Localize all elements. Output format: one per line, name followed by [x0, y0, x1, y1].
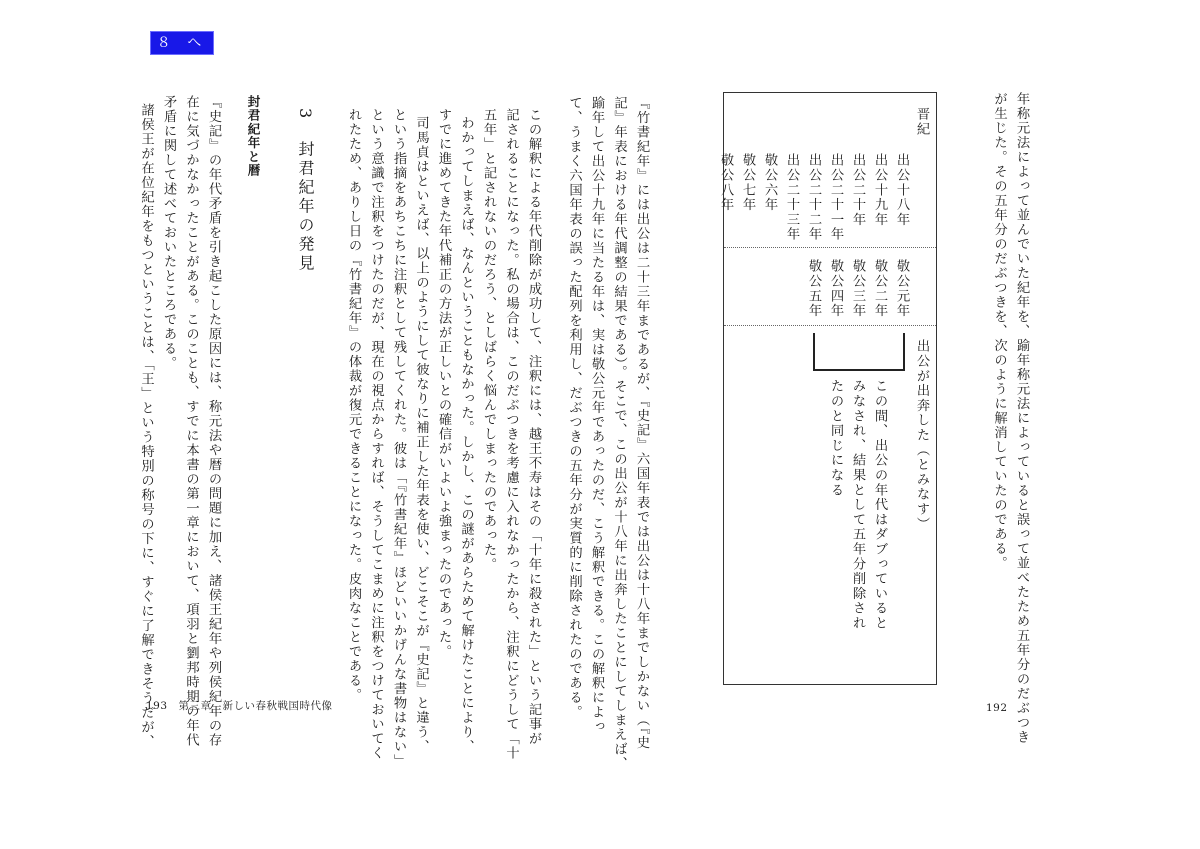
table-cell: 敬公二年 [872, 259, 887, 319]
table-header: 晋紀 [914, 107, 929, 137]
text-line: という指摘をあちこちに注釈として残してくれた。彼は「『竹書紀年』ほどいいかげんな書物はない」 [391, 108, 406, 769]
chart-note: たのと同じになる [828, 379, 843, 498]
text-line: 司馬貞はといえば、以上のようにして彼なりに補正した年表を使い、どこそこが『史記』と違う、 [413, 116, 429, 754]
page-number: 192 [986, 702, 1008, 714]
text-line: わかってしまえば、なんということもなかった。しかし、この謎があらためて解けたことにより、 [458, 116, 474, 754]
text-line: この解釈による年代削除が成功して、注釈には、越王不寿はその「十年に殺された」という記事が [526, 108, 541, 746]
text-line: て、うまく六国年表の誤った配列を利用し、だぶつきの五年分が実質的に削除されたのである。 [566, 96, 582, 720]
left-body-text [342, 108, 545, 768]
text-line: という意識で注釈をつけたのだが、現在の視点からすれば、そうしてこまめに注釈をつけておいてく [368, 108, 384, 761]
left-body-text-2 [134, 95, 224, 749]
go-to-page-8-button[interactable]: ８ へ [150, 31, 214, 55]
chart-note: みなされ、結果として五年分削除され [850, 379, 865, 631]
right-body-text [562, 96, 652, 771]
text-line: 『竹書紀年』には出公は二十三年まであるが、『史記』六国年表では出公は十八年までしかない（『史 [634, 96, 649, 750]
text-line: が生じた。その五年分のだぶつきを、次のように解消していたのである。 [991, 92, 1007, 571]
text-line: 『史記』の年代矛盾を引き起こした原因には、称元法や暦の問題に加え、諸侯王紀年や列侯紀年の存 [206, 95, 221, 748]
text-line: 踰年して出公十九年に当たる年は、実は敬公元年であったのだ、こう解釈できる。この解釈によっ [589, 96, 604, 734]
page-footer: 193 第三章 新しい春秋戦国時代像 [146, 700, 333, 712]
right-intro-text [987, 92, 1032, 745]
table-cell: 出公二十二年 [806, 153, 821, 242]
chart-note: この間、出公の年代はダブっていると [872, 379, 887, 631]
section-title: 3 封君紀年の発見 [296, 108, 315, 274]
jin-chronology-table [718, 92, 937, 685]
table-cell: 出公十八年 [894, 153, 909, 227]
text-line: 諸侯王が在位紀年をもつということは、「王」という特別の称号の下に、すぐに了解できそうだが、 [138, 103, 154, 749]
table-cell: 敬公元年 [894, 259, 909, 319]
text-line: 矛盾に関して述べておいたところである。 [161, 95, 176, 371]
dotted-divider [724, 325, 936, 326]
table-cell: 敬公三年 [850, 259, 865, 319]
table-cell: 出公十九年 [872, 153, 887, 227]
bracket-line [813, 333, 905, 371]
table-cell: 出公二十一年 [828, 153, 843, 242]
table-cell: 敬公五年 [806, 259, 821, 319]
subheading: 封君紀年と暦 [246, 95, 261, 178]
table-cell: 敬公八年 [718, 153, 733, 213]
dotted-divider [724, 247, 936, 248]
text-line: 五年」と記されないのだろう、としばらく悩んでしまったのであった。 [481, 108, 496, 572]
table-cell: 敬公七年 [740, 153, 755, 213]
text-line: 在に気づかなかったことがある。このことも、すでに本書の第一章において、項羽と劉邦時期の年代 [183, 95, 199, 748]
text-line: すでに進めてきた年代補正の方法が正しいとの確信がいよいよ強まったのであった。 [436, 108, 451, 659]
table-cell: 敬公六年 [762, 153, 777, 213]
text-line: 年称元法によって並んでいた紀年を、踰年称元法によっていると誤って並べたため五年分のだぶつき [1014, 92, 1029, 745]
chart-note: 出公が出奔した（とみなす） [914, 339, 929, 532]
table-cell: 出公二十年 [850, 153, 865, 227]
text-line: 記』年表における年代調整の結果である）。そこで、この出公が十八年に出奔したことにしてしまえば、 [611, 96, 627, 771]
table-cell: 出公二十三年 [784, 153, 799, 242]
table-cell: 敬公四年 [828, 259, 843, 319]
text-line: 記されることになった。私の場合は、このだぶつきを考慮に入れなかったから、注釈にどうして「十 [503, 108, 519, 761]
text-line: れたため、ありし日の『竹書紀年』の体裁が復元できることになった。皮肉なことである。 [346, 108, 361, 703]
